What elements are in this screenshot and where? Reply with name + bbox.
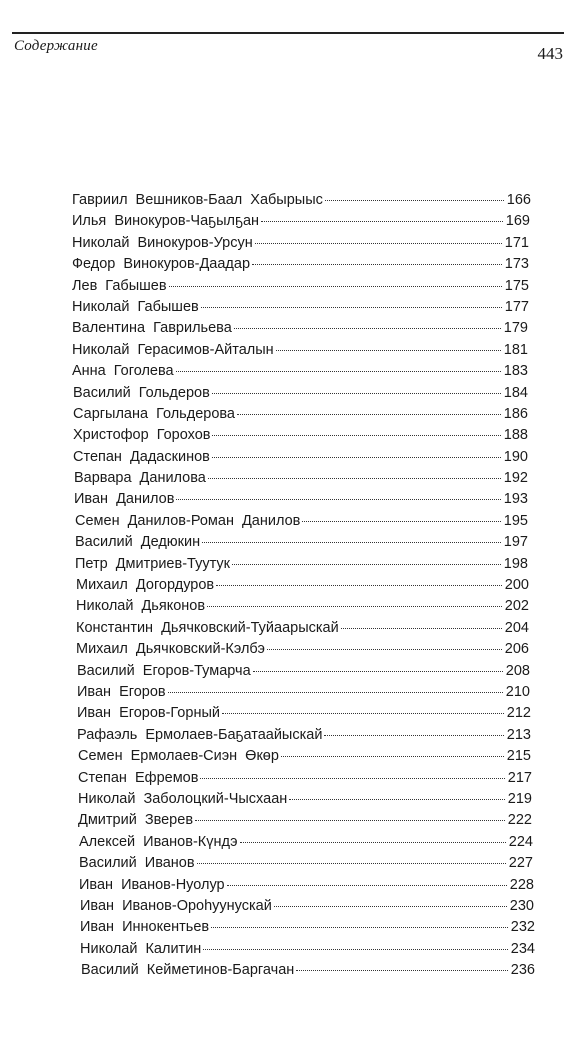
header-rule — [12, 32, 564, 34]
toc-entry-name: Николай Дьяконов — [76, 598, 206, 615]
toc-entry — [0, 425, 528, 446]
dot-leader — [195, 819, 505, 821]
dot-leader — [208, 477, 501, 479]
toc-entry-page: 171 — [504, 234, 529, 251]
dot-leader — [168, 691, 503, 693]
dot-leader — [281, 755, 504, 757]
dot-leader — [200, 777, 504, 779]
toc-entry — [0, 960, 535, 981]
toc-entry — [0, 233, 529, 254]
toc-entry — [0, 939, 535, 960]
toc-entry-name: Петр Дмитриев-Туутук — [75, 555, 230, 572]
toc-entry-page: 228 — [509, 876, 534, 893]
toc-entry-page: 224 — [508, 833, 533, 850]
toc-entry-page: 177 — [504, 298, 529, 315]
toc-entry-page: 210 — [505, 683, 530, 700]
dot-leader — [212, 392, 501, 394]
toc-entry-name: Василий Кейметинов-Баргачан — [81, 962, 295, 979]
toc-entry-name: Михаил Дьячковский-Кэлбэ — [76, 641, 265, 658]
dot-leader — [216, 584, 502, 586]
dot-leader — [274, 905, 507, 907]
page-number: 443 — [537, 44, 563, 63]
toc-entry-page: 202 — [504, 598, 529, 615]
toc-entry — [0, 489, 528, 510]
toc-entry-page: 193 — [503, 491, 528, 508]
toc-entry-page: 204 — [504, 619, 529, 636]
toc-entry — [0, 661, 530, 682]
dot-leader — [232, 563, 501, 565]
toc-entry-page: 236 — [510, 962, 535, 979]
dot-leader — [267, 648, 502, 650]
toc-entry — [0, 297, 529, 318]
toc-entry-page: 169 — [505, 213, 530, 230]
toc-entry — [0, 554, 528, 575]
toc-entry-name: Иван Данилов — [74, 491, 175, 508]
toc-entry-name: Степан Дадаскинов — [73, 448, 210, 465]
toc-entry-page: 232 — [510, 919, 535, 936]
toc-entry — [0, 468, 528, 489]
toc-entry — [0, 810, 532, 831]
dot-leader — [212, 434, 500, 436]
dot-leader — [227, 884, 507, 886]
toc-entry-name: Иван Иванов-Ороһуунускай — [80, 897, 272, 914]
running-header-title: Содержание — [14, 38, 98, 54]
toc-entry — [0, 532, 528, 553]
toc-entry-name: Илья Винокуров-Чаҕылҕан — [72, 213, 260, 230]
dot-leader — [197, 862, 506, 864]
toc-entry — [0, 875, 534, 896]
dot-leader — [296, 969, 508, 971]
toc-entry-page: 166 — [506, 192, 531, 208]
toc-entry-name: Николай Калитин — [80, 940, 202, 957]
toc-entry-name: Степан Ефремов — [78, 769, 199, 786]
dot-leader — [302, 520, 500, 522]
toc-entry — [0, 618, 529, 639]
toc-entry-name: Гавриил Вешников-Баал Хабырыыс — [72, 192, 323, 208]
toc-entry-name: Василий Егоров-Тумарча — [77, 662, 251, 679]
toc-entry-page: 179 — [503, 320, 528, 337]
toc-entry-name: Лев Габышев — [72, 277, 167, 294]
toc-entry-name: Николай Габышев — [72, 298, 199, 315]
dot-leader — [289, 798, 505, 800]
toc-entry — [0, 832, 533, 853]
dot-leader — [276, 349, 501, 351]
toc-entry-page: 212 — [506, 705, 531, 722]
toc-entry — [0, 768, 532, 789]
toc-entry-name: Василий Иванов — [79, 855, 195, 872]
toc-entry-page: 188 — [503, 427, 528, 444]
dot-leader — [207, 605, 502, 607]
toc-entry — [0, 596, 529, 617]
toc-entry-name: Саргылана Гольдерова — [73, 405, 235, 422]
dot-leader — [324, 734, 503, 736]
toc-entry-name: Анна Гоголева — [72, 363, 174, 380]
dot-leader — [341, 627, 502, 629]
toc-entry — [0, 746, 531, 767]
toc-entry — [0, 404, 528, 425]
toc-entry — [0, 575, 529, 596]
toc-entry-name: Христофор Горохов — [73, 427, 211, 444]
toc-entry-name: Иван Егоров-Горный — [77, 705, 220, 722]
toc-entry-name: Василий Дедюкин — [75, 534, 201, 551]
toc-entry-page: 230 — [509, 897, 534, 914]
dot-leader — [203, 948, 508, 950]
toc-entry — [0, 917, 535, 938]
toc-entry-page: 208 — [505, 662, 530, 679]
dot-leader — [176, 370, 501, 372]
toc-entry-name: Рафаэль Ермолаев-Баҕатаайыскай — [77, 726, 323, 743]
toc-entry — [0, 276, 529, 297]
dot-leader — [169, 285, 502, 287]
toc-entry-page: 173 — [504, 256, 529, 273]
toc-entry-page: 190 — [503, 448, 528, 465]
toc-entry — [0, 190, 531, 211]
toc-entry-name: Николай Герасимов-Айталын — [72, 341, 274, 358]
toc-entry — [0, 211, 530, 232]
toc-entry — [0, 511, 528, 532]
toc-entry-name: Николай Заболоцкий-Чысхаан — [78, 790, 288, 807]
toc-entry-name: Варвара Данилова — [74, 470, 206, 487]
toc-entry — [0, 703, 531, 724]
dot-leader — [261, 220, 503, 222]
dot-leader — [325, 199, 504, 201]
toc-entry-name: Алексей Иванов-Күндэ — [79, 833, 238, 850]
toc-entry-name: Семен Данилов-Роман Данилов — [75, 512, 301, 529]
dot-leader — [240, 841, 506, 843]
dot-leader — [237, 413, 501, 415]
toc-entry-page: 175 — [504, 277, 529, 294]
toc-entry — [0, 853, 533, 874]
dot-leader — [252, 263, 502, 265]
toc-entry-page: 200 — [504, 577, 529, 594]
toc-entry-name: Михаил Догордуров — [76, 577, 215, 594]
toc-entry-page: 184 — [503, 384, 528, 401]
table-of-contents — [0, 190, 569, 981]
toc-entry-page: 213 — [506, 726, 531, 743]
toc-entry — [0, 383, 528, 404]
toc-entry — [0, 725, 531, 746]
toc-entry-page: 234 — [510, 940, 535, 957]
dot-leader — [255, 242, 502, 244]
toc-entry-page: 217 — [507, 769, 532, 786]
toc-entry-page: 215 — [506, 748, 531, 765]
dot-leader — [176, 498, 500, 500]
toc-entry — [0, 361, 528, 382]
toc-entry-page: 227 — [508, 855, 533, 872]
toc-entry — [0, 639, 529, 660]
toc-entry — [0, 254, 529, 275]
toc-entry-name: Валентина Гаврильева — [72, 320, 232, 337]
toc-entry-name: Иван Иванов-Нуолур — [79, 876, 225, 893]
toc-entry-page: 219 — [507, 790, 532, 807]
toc-entry — [0, 789, 532, 810]
toc-entry-page: 198 — [503, 555, 528, 572]
toc-entry — [0, 447, 528, 468]
toc-entry-name: Василий Гольдеров — [73, 384, 210, 401]
dot-leader — [212, 456, 501, 458]
toc-entry-page: 181 — [503, 341, 528, 358]
toc-entry-name: Семен Ермолаев-Сиэн Өкөр — [78, 748, 279, 765]
toc-entry-page: 222 — [507, 812, 532, 829]
dot-leader — [253, 670, 503, 672]
toc-entry-name: Федор Винокуров-Даадар — [72, 256, 251, 273]
toc-entry — [0, 318, 528, 339]
dot-leader — [211, 926, 508, 928]
toc-entry-name: Николай Винокуров-Урсун — [72, 234, 253, 251]
toc-entry-page: 195 — [503, 512, 528, 529]
toc-entry-page: 192 — [503, 470, 528, 487]
toc-entry-page: 197 — [503, 534, 528, 551]
toc-entry-page: 186 — [503, 405, 528, 422]
toc-entry-page: 206 — [504, 641, 529, 658]
toc-entry-name: Иван Иннокентьев — [80, 919, 210, 936]
toc-entry — [0, 896, 534, 917]
dot-leader — [222, 712, 504, 714]
dot-leader — [202, 541, 501, 543]
toc-entry — [0, 340, 528, 361]
dot-leader — [234, 327, 501, 329]
toc-entry-name: Константин Дьячковский-Туйаарыскай — [76, 619, 339, 636]
toc-entry-name: Дмитрий Зверев — [78, 812, 194, 829]
toc-entry — [0, 682, 530, 703]
dot-leader — [201, 306, 502, 308]
toc-entry-page: 183 — [503, 363, 528, 380]
toc-entry-name: Иван Егоров — [77, 683, 166, 700]
